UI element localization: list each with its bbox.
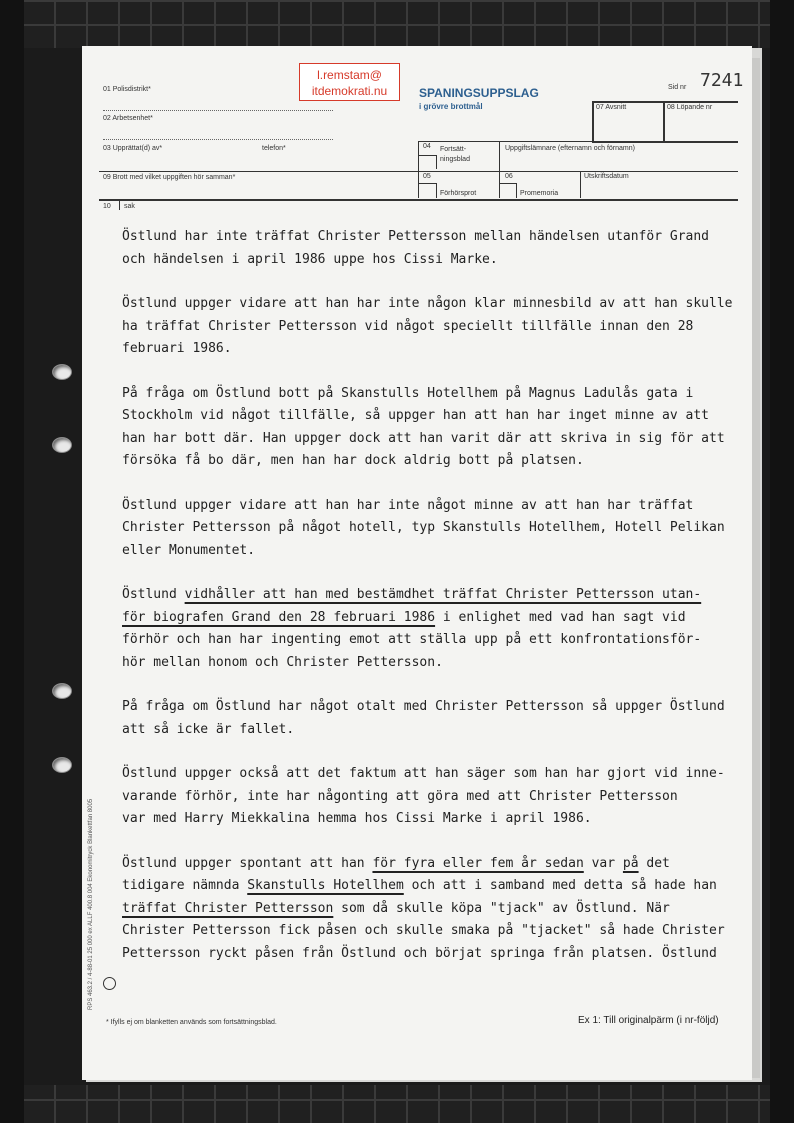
field-brott: 09 Brott med vilket uppgiften hör samman* bbox=[103, 174, 236, 181]
text-segment: Östlund bbox=[122, 587, 185, 602]
underlined-text: vidhåller att han med bestämdhet träffat Christer Pettersson utan- bbox=[184, 587, 702, 602]
field-lopande-nr: 08 Löpande nr bbox=[667, 104, 713, 111]
divider bbox=[418, 141, 738, 142]
circle-mark bbox=[103, 977, 116, 990]
field-forhorsprot-nr: 05 bbox=[423, 173, 431, 180]
underlined-text: träffat Christer Pettersson bbox=[122, 900, 334, 916]
checkbox-line bbox=[436, 183, 437, 198]
text-line: var med Harry Miekkalina hemma hos Cissi Marke i april 1986. bbox=[122, 811, 592, 826]
cutting-mat-top bbox=[24, 0, 770, 48]
sid-nr-value: 7241 bbox=[700, 70, 744, 91]
paragraph bbox=[122, 584, 722, 674]
stamp-line-1: l.remstam@ bbox=[317, 68, 382, 82]
stamp-line-2: itdemokrati.nu bbox=[311, 84, 388, 98]
paragraph bbox=[122, 696, 725, 741]
divider bbox=[99, 199, 738, 201]
underlined-text: för biografen Grand den 28 februari 1986 bbox=[122, 609, 436, 625]
divider bbox=[418, 141, 419, 198]
checkbox-line bbox=[436, 155, 437, 169]
field-forhorsprot: Förhörsprot bbox=[440, 190, 477, 197]
field-polisdistrikt: 01 Polisdistrikt* bbox=[103, 86, 151, 93]
punch-hole bbox=[52, 437, 72, 453]
print-code: RPS 463.2 / 4-88-01 25 000 ex ALLF 400.8 004 Ekonomitryck Blankettfan 8005 bbox=[88, 798, 94, 1010]
paragraph bbox=[122, 383, 725, 473]
checkbox-line bbox=[499, 183, 516, 184]
text-segment: som då skulle köpa "tjack" av Östlund. När bbox=[333, 900, 670, 916]
checkbox-line bbox=[418, 155, 436, 156]
field-fortsattningsblad: Fortsätt- ningsblad bbox=[440, 146, 470, 163]
field-utskriftsdatum: Utskriftsdatum bbox=[584, 173, 629, 180]
field-promemoria: Promemoria bbox=[520, 190, 559, 197]
divider bbox=[119, 200, 120, 210]
text-segment: var bbox=[583, 855, 623, 871]
text-line: Christer Pettersson på något hotell, typ Skanstulls Hotellhem, Hotell Pelikan bbox=[122, 520, 725, 535]
underlined-text: för fyra eller fem år sedan bbox=[372, 855, 584, 871]
cutting-mat-bottom bbox=[24, 1085, 770, 1123]
field-upprattad-av: 03 Upprättat(d) av* bbox=[103, 145, 163, 152]
text-line: försöka få bo där, men han har dock aldrig bott på platsen. bbox=[122, 453, 584, 468]
text-segment: i enlighet med vad han sagt vid bbox=[435, 609, 686, 625]
text-line: han har bott där. Han uppger dock att han varit där att skriva in sig för att bbox=[122, 430, 725, 446]
text-line: februari 1986. bbox=[122, 341, 232, 356]
text-line: eller Monumentet. bbox=[122, 542, 256, 558]
footnote: * Ifylls ej om blanketten används som fortsättningsblad. bbox=[106, 1019, 277, 1026]
punch-hole bbox=[52, 683, 72, 699]
text-segment: Östlund uppger spontant att han bbox=[122, 855, 373, 871]
checkbox-line bbox=[418, 183, 436, 184]
underlined-text: Skanstulls Hotellhem bbox=[247, 878, 404, 893]
text-line: att så icke är fallet. bbox=[122, 721, 295, 737]
box-top-line bbox=[592, 101, 738, 103]
paragraph bbox=[122, 495, 725, 563]
text-line: varande förhör, inte har någonting att göra med att Christer Pettersson bbox=[122, 788, 678, 804]
divider bbox=[99, 171, 738, 172]
box-mid-line bbox=[663, 101, 665, 141]
text-line: Christer Pettersson fick påsen och skulle smaka på "tjacket" så hade Christer bbox=[122, 923, 725, 938]
divider bbox=[499, 141, 500, 198]
paper-edge-shadow bbox=[752, 58, 760, 1078]
field-sak: sak bbox=[124, 203, 135, 210]
text-line: På fråga om Östlund har något otalt med Christer Pettersson så uppger Östlund bbox=[122, 699, 725, 714]
divider bbox=[103, 110, 333, 111]
email-stamp bbox=[299, 63, 400, 101]
form-title: SPANINGSUPPSLAG bbox=[419, 86, 539, 100]
document-body bbox=[122, 226, 733, 987]
scanner-edge-right bbox=[770, 0, 794, 1123]
field-uppgiftslamnare: Uppgiftslämnare (efternamn och förnamn) bbox=[505, 145, 635, 152]
paragraph bbox=[122, 226, 722, 271]
text-line: Östlund uppger vidare att han har inte någon klar minnesbild av att han skulle bbox=[122, 296, 733, 311]
field-arbetsenhet: 02 Arbetsenhet* bbox=[103, 115, 153, 122]
text-line: Östlund uppger vidare att han har inte något minne av att han har träffat bbox=[122, 497, 694, 513]
text-segment: det bbox=[638, 855, 670, 871]
text-segment: tidigare nämnda bbox=[122, 878, 248, 893]
text-line: Östlund uppger också att det faktum att han säger som han har gjort vid inne- bbox=[122, 766, 725, 781]
paragraph bbox=[122, 763, 725, 831]
text-line: och händelsen i april 1986 uppe hos Cissi Marke. bbox=[122, 251, 498, 267]
field-telefon: telefon* bbox=[262, 145, 286, 152]
field-avsnitt: 07 Avsnitt bbox=[596, 104, 627, 111]
field-sak-nr: 10 bbox=[103, 203, 111, 210]
paragraph bbox=[122, 853, 725, 966]
text-line: På fråga om Östlund bott på Skanstulls Hotellhem på Magnus Ladulås gata i bbox=[122, 385, 694, 401]
text-line: Stockholm vid något tillfälle, så uppger han att han har inget minne av att bbox=[122, 408, 709, 423]
checkbox-line bbox=[516, 183, 517, 198]
copy-note: Ex 1: Till originalpärm (i nr-följd) bbox=[578, 1015, 719, 1026]
divider bbox=[580, 171, 581, 198]
underlined-text: på bbox=[622, 855, 639, 871]
sid-nr-label: Sid nr bbox=[668, 84, 687, 91]
form-subtitle: i grövre brottmål bbox=[419, 102, 483, 111]
field-fortsattning-nr: 04 bbox=[423, 143, 431, 150]
divider bbox=[103, 139, 333, 140]
box-left-line bbox=[592, 101, 594, 141]
scanner-edge-left bbox=[0, 0, 24, 1123]
text-line: Östlund har inte träffat Christer Pettersson mellan händelsen utanför Grand bbox=[122, 229, 709, 244]
punch-hole bbox=[52, 757, 72, 773]
text-line: ha träffat Christer Pettersson vid något speciellt tillfälle innan den 28 bbox=[122, 318, 694, 334]
text-line: hör mellan honom och Christer Pettersson. bbox=[122, 654, 443, 670]
text-line: Pettersson ryckt påsen från Östlund och börjat springa från platsen. Östlund bbox=[122, 945, 717, 961]
text-segment: och att i samband med detta så hade han bbox=[403, 878, 717, 893]
paragraph bbox=[122, 293, 733, 361]
punch-hole bbox=[52, 364, 72, 380]
text-line: förhör och han har ingenting emot att ställa upp på ett konfrontationsför- bbox=[122, 632, 702, 647]
field-promemoria-nr: 06 bbox=[505, 173, 513, 180]
